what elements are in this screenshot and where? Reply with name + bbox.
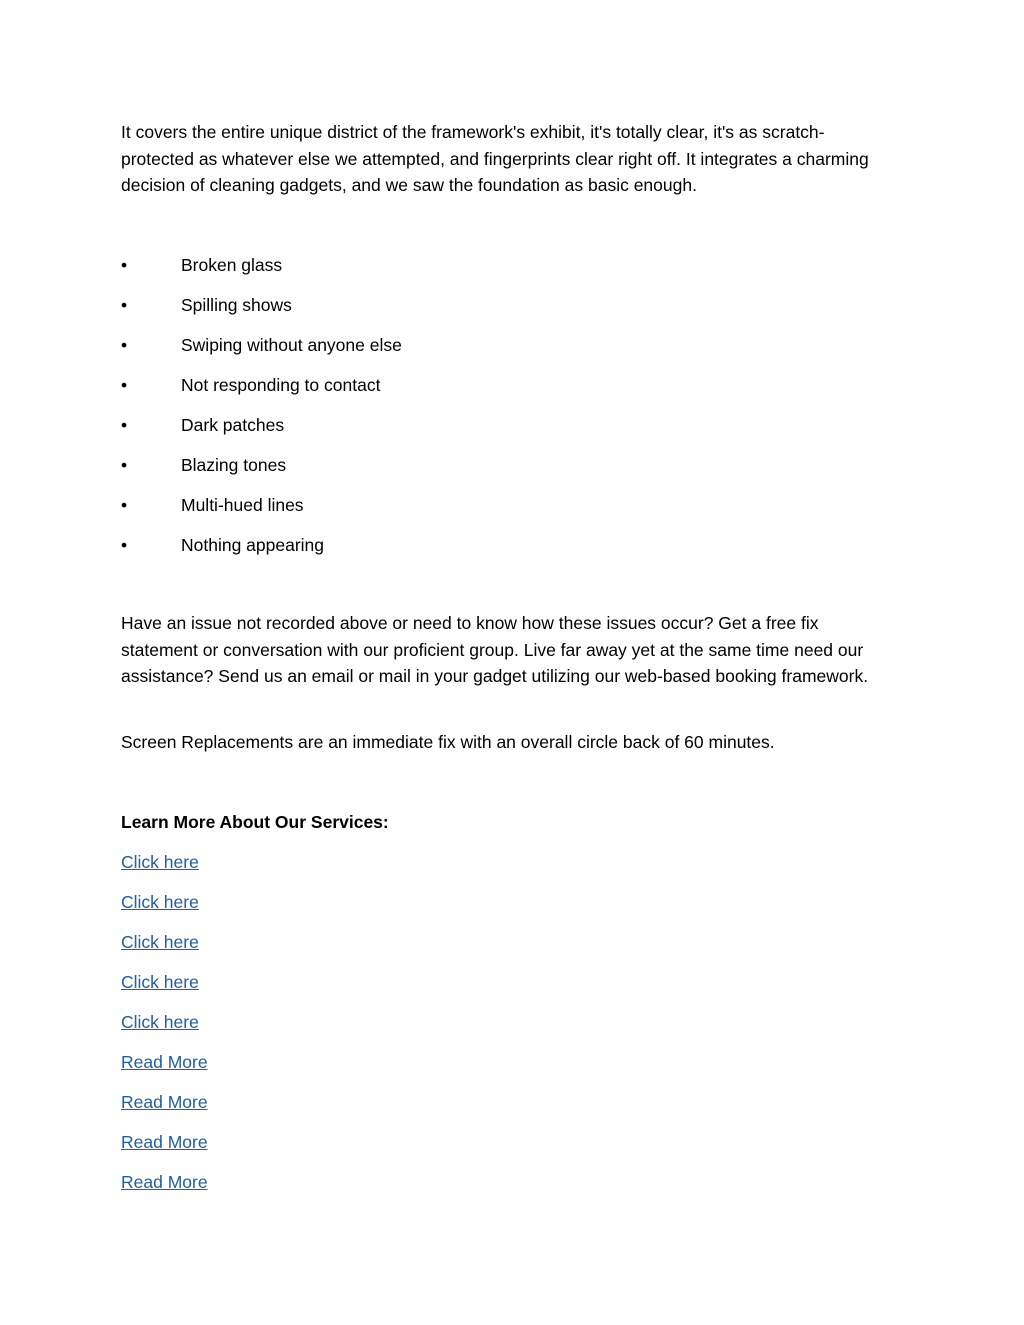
- click-here-link[interactable]: Click here: [121, 972, 199, 992]
- bullet-icon: •: [121, 375, 128, 395]
- issue-label: Nothing appearing: [181, 535, 325, 555]
- list-item: [121, 1129, 208, 1169]
- list-item: [121, 1089, 208, 1129]
- list-item: [121, 452, 402, 492]
- list-item: [121, 412, 402, 452]
- list-item: [121, 492, 402, 532]
- issue-label: Not responding to contact: [181, 375, 381, 395]
- issue-label: Blazing tones: [181, 455, 287, 475]
- bullet-icon: •: [121, 455, 128, 475]
- click-here-link[interactable]: Click here: [121, 1012, 199, 1032]
- list-item: [121, 532, 402, 572]
- list-item: [121, 372, 402, 412]
- bullet-icon: •: [121, 415, 128, 435]
- click-here-link[interactable]: Click here: [121, 892, 199, 912]
- list-item: [121, 252, 402, 292]
- list-item: [121, 969, 208, 1009]
- list-item: [121, 332, 402, 372]
- list-item: [121, 1009, 208, 1049]
- read-more-link[interactable]: Read More: [121, 1172, 208, 1192]
- click-here-link[interactable]: Click here: [121, 852, 199, 872]
- read-more-link[interactable]: Read More: [121, 1092, 208, 1112]
- issue-list: [121, 252, 402, 572]
- bullet-icon: •: [121, 535, 128, 555]
- click-here-link[interactable]: Click here: [121, 932, 199, 952]
- issue-paragraph: Have an issue not recorded above or need to know how these issues occur? Get a free fix statement or conversation with our proficient group. Live far away yet at the same time need our assistance? Send us an email or mail in your gadget utilizing our web-based booking framework.: [121, 613, 869, 686]
- replacement-paragraph: Screen Replacements are an immediate fix with an overall circle back of 60 minutes.: [121, 732, 775, 752]
- bullet-icon: •: [121, 335, 128, 355]
- intro-paragraph: It covers the entire unique district of the framework's exhibit, it's totally clear, it's as scratch-protected as whatever else we attempted, and fingerprints clear right off. It integrates a charming decision of cleaning gadgets, and we saw the foundation as basic enough.: [121, 122, 869, 195]
- list-item: [121, 1169, 208, 1209]
- read-more-link[interactable]: Read More: [121, 1052, 208, 1072]
- services-link-list: [121, 849, 208, 1209]
- bullet-icon: •: [121, 295, 128, 315]
- list-item: [121, 849, 208, 889]
- bullet-icon: •: [121, 255, 128, 275]
- read-more-link[interactable]: Read More: [121, 1132, 208, 1152]
- issue-label: Swiping without anyone else: [181, 335, 402, 355]
- issue-label: Multi-hued lines: [181, 495, 304, 515]
- list-item: [121, 292, 402, 332]
- list-item: [121, 1049, 208, 1089]
- list-item: [121, 929, 208, 969]
- issue-label: Broken glass: [181, 255, 283, 275]
- issue-label: Dark patches: [181, 415, 285, 435]
- bullet-icon: •: [121, 495, 128, 515]
- issue-label: Spilling shows: [181, 295, 292, 315]
- list-item: [121, 889, 208, 929]
- services-heading: Learn More About Our Services:: [121, 812, 389, 832]
